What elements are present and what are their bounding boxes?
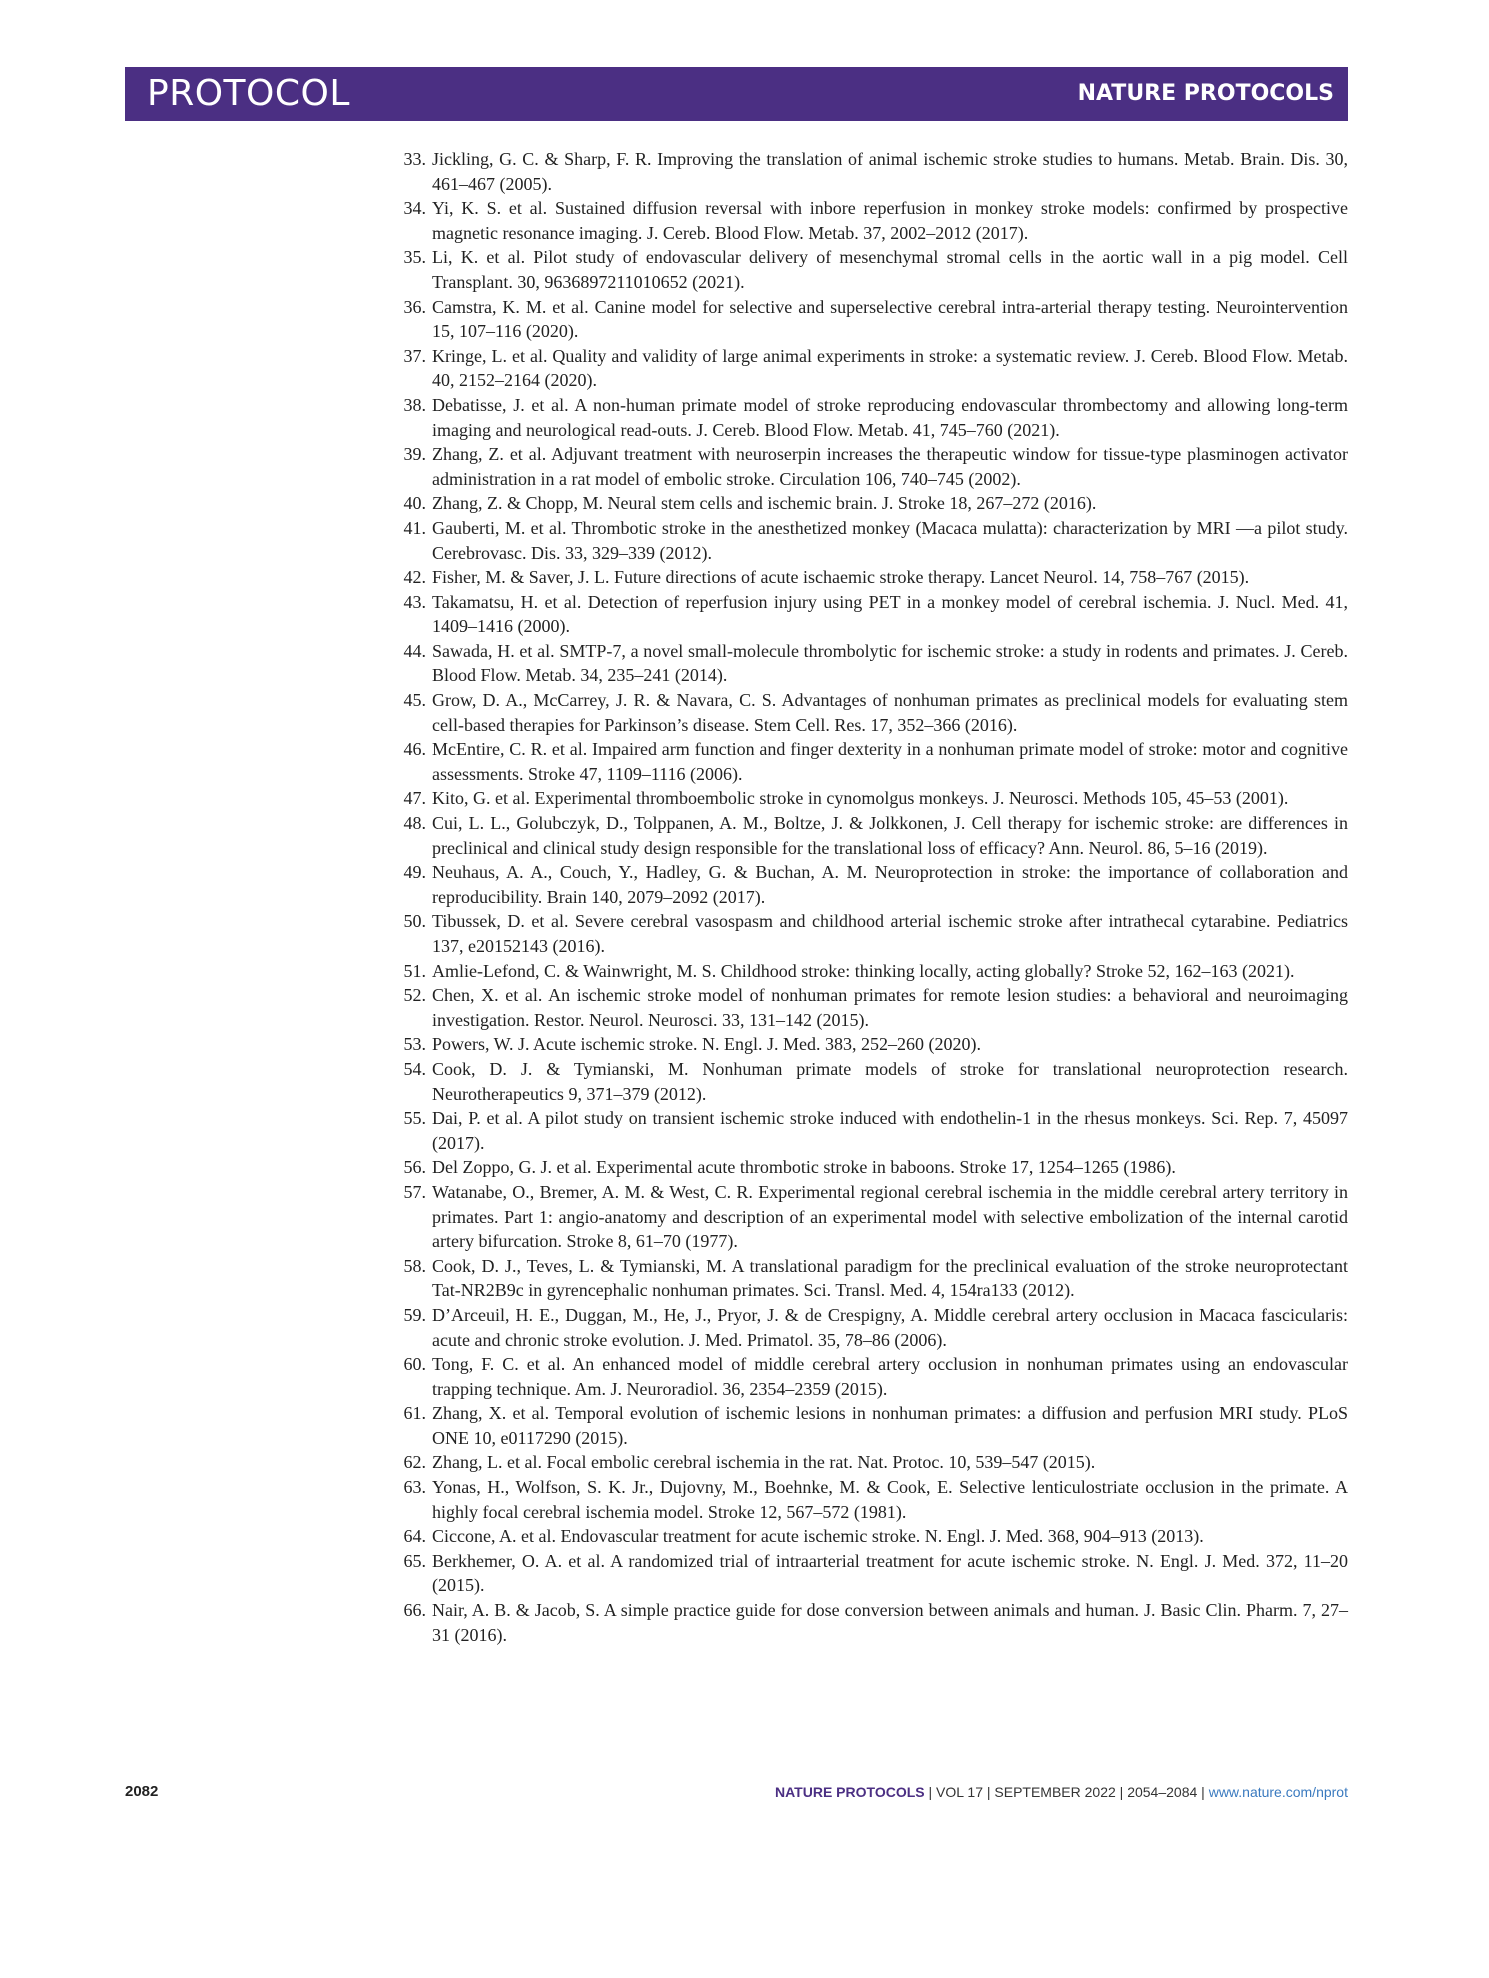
reference-text: Kringe, L. et al. Quality and validity of large animal experiments in stroke: a systematic review. J. Cereb. Blood Flow. Metab. 40, 2152–2164 (2020). xyxy=(432,345,1348,391)
reference-number: 55. xyxy=(403,1108,426,1129)
reference-item xyxy=(390,344,1348,393)
reference-text: Yonas, H., Wolfson, S. K. Jr., Dujovny, M., Boehnke, M. & Cook, E. Selective lenticulostriate occlusion in the primate. A highly focal cerebral ischemia model. Stroke 12, 567–572 (1981). xyxy=(432,1477,1348,1522)
reference-text: Jickling, G. C. & Sharp, F. R. Improving the translation of animal ischemic stroke studies to humans. Metab. Brain. Dis. 30, 461–467 (2005). xyxy=(432,149,1348,194)
reference-number: 63. xyxy=(403,1477,426,1498)
reference-item xyxy=(390,688,1348,737)
reference-number: 61. xyxy=(403,1403,426,1424)
reference-number: 40. xyxy=(403,493,426,514)
reference-text: Powers, W. J. Acute ischemic stroke. N. Engl. J. Med. 383, 252–260 (2020). xyxy=(432,1034,981,1055)
reference-text: Zhang, L. et al. Focal embolic cerebral ischemia in the rat. Nat. Protoc. 10, 539–547 (2015). xyxy=(432,1452,1096,1473)
reference-number: 49. xyxy=(403,862,426,883)
footer-journal: NATURE PROTOCOLS xyxy=(775,1784,925,1800)
reference-number: 57. xyxy=(403,1181,426,1202)
reference-text: Tibussek, D. et al. Severe cerebral vasospasm and childhood arterial ischemic stroke after intrathecal cytarabine. Pediatrics 137, e20152143 (2016). xyxy=(432,911,1348,956)
reference-item xyxy=(390,1352,1348,1401)
reference-text: Berkhemer, O. A. et al. A randomized trial of intraarterial treatment for acute ischemic stroke. N. Engl. J. Med. 372, 11–20 (2015). xyxy=(432,1550,1348,1596)
reference-text: Ciccone, A. et al. Endovascular treatment for acute ischemic stroke. N. Engl. J. Med. 368, 904–913 (2013). xyxy=(432,1526,1204,1547)
reference-text: Debatisse, J. et al. A non-human primate model of stroke reproducing endovascular thrombectomy and allowing long-term imaging and neurological read-outs. J. Cereb. Blood Flow. Metab. 41, 745–760 (2021). xyxy=(432,394,1348,440)
reference-text: Cook, D. J. & Tymianski, M. Nonhuman primate models of stroke for translational neuroprotection research. Neurotherapeutics 9, 371–379 (2012). xyxy=(432,1058,1348,1104)
reference-number: 59. xyxy=(403,1304,426,1325)
reference-number: 44. xyxy=(403,640,426,661)
reference-item xyxy=(390,1032,1348,1057)
reference-number: 65. xyxy=(403,1550,426,1571)
reference-item xyxy=(390,1254,1348,1303)
reference-text: Kito, G. et al. Experimental thromboembolic stroke in cynomolgus monkeys. J. Neurosci. Methods 105, 45–53 (2001). xyxy=(432,788,1289,809)
reference-text: D’Arceuil, H. E., Duggan, M., He, J., Pryor, J. & de Crespigny, A. Middle cerebral artery occlusion in Macaca fascicularis: acute and chronic stroke evolution. J. Med. Primatol. 35, 78–86 (2006). xyxy=(432,1304,1348,1350)
reference-text: Li, K. et al. Pilot study of endovascular delivery of mesenchymal stromal cells in the aortic wall in a pig model. Cell Transplant. 30, 9636897211010652 (2021). xyxy=(432,247,1348,292)
reference-item xyxy=(390,590,1348,639)
reference-item xyxy=(390,909,1348,958)
reference-number: 56. xyxy=(403,1157,426,1178)
reference-item xyxy=(390,983,1348,1032)
reference-number: 53. xyxy=(403,1034,426,1055)
reference-text: Zhang, X. et al. Temporal evolution of ischemic lesions in nonhuman primates: a diffusion and perfusion MRI study. PLoS ONE 10, e0117290 (2015). xyxy=(432,1403,1348,1448)
reference-number: 51. xyxy=(403,960,426,981)
reference-text: Camstra, K. M. et al. Canine model for selective and superselective cerebral intra-arterial therapy testing. Neurointervention 15, 107–116 (2020). xyxy=(432,296,1348,342)
reference-item xyxy=(390,245,1348,294)
reference-text: Chen, X. et al. An ischemic stroke model of nonhuman primates for remote lesion studies: a behavioral and neuroimaging investigation. Restor. Neurol. Neurosci. 33, 131–142 (2015). xyxy=(432,985,1348,1030)
reference-item xyxy=(390,1155,1348,1180)
reference-item xyxy=(390,639,1348,688)
reference-number: 62. xyxy=(403,1452,426,1473)
reference-number: 66. xyxy=(403,1600,426,1621)
footer-citation xyxy=(775,1784,1348,1800)
reference-text: Zhang, Z. et al. Adjuvant treatment with neuroserpin increases the therapeutic window for tissue-type plasminogen activator administration in a rat model of embolic stroke. Circulation 106, 740–745 (2002). xyxy=(432,444,1348,489)
reference-text: Del Zoppo, G. J. et al. Experimental acute thrombotic stroke in baboons. Stroke 17, 1254–1265 (1986). xyxy=(432,1157,1176,1178)
reference-item xyxy=(390,1180,1348,1254)
reference-item xyxy=(390,1450,1348,1475)
reference-number: 58. xyxy=(403,1255,426,1276)
footer-url-link[interactable]: www.nature.com/nprot xyxy=(1208,1784,1348,1800)
reference-number: 54. xyxy=(403,1058,426,1079)
reference-item xyxy=(390,491,1348,516)
reference-item xyxy=(390,1401,1348,1450)
reference-item xyxy=(390,1057,1348,1106)
reference-item xyxy=(390,959,1348,984)
reference-number: 34. xyxy=(403,198,426,219)
reference-number: 52. xyxy=(403,985,426,1006)
reference-item xyxy=(390,786,1348,811)
reference-number: 64. xyxy=(403,1526,426,1547)
reference-number: 43. xyxy=(403,591,426,612)
reference-item xyxy=(390,196,1348,245)
reference-text: Zhang, Z. & Chopp, M. Neural stem cells and ischemic brain. J. Stroke 18, 267–272 (2016). xyxy=(432,493,1097,514)
reference-item xyxy=(390,147,1348,196)
reference-item xyxy=(390,1524,1348,1549)
header-bar xyxy=(125,67,1348,121)
reference-number: 46. xyxy=(403,739,426,760)
reference-number: 37. xyxy=(403,345,426,366)
reference-number: 39. xyxy=(403,444,426,465)
reference-text: Watanabe, O., Bremer, A. M. & West, C. R. Experimental regional cerebral ischemia in the middle cerebral artery territory in primates. Part 1: angio-anatomy and description of an experimental model with selective embolization of the internal carotid artery bifurcation. Stroke 8, 61–70 (1977). xyxy=(432,1181,1348,1252)
reference-text: Fisher, M. & Saver, J. L. Future directions of acute ischaemic stroke therapy. Lancet Neurol. 14, 758–767 (2015). xyxy=(432,567,1250,588)
reference-text: Grow, D. A., McCarrey, J. R. & Navara, C. S. Advantages of nonhuman primates as preclinical models for evaluating stem cell-based therapies for Parkinson’s disease. Stem Cell. Res. 17, 352–366 (2016). xyxy=(432,690,1348,735)
reference-number: 45. xyxy=(403,690,426,711)
reference-number: 35. xyxy=(403,247,426,268)
reference-item xyxy=(390,1303,1348,1352)
page-number: 2082 xyxy=(125,1783,159,1800)
reference-number: 42. xyxy=(403,567,426,588)
reference-text: Neuhaus, A. A., Couch, Y., Hadley, G. & Buchan, A. M. Neuroprotection in stroke: the importance of collaboration and reproducibility. Brain 140, 2079–2092 (2017). xyxy=(432,862,1348,907)
reference-text: Nair, A. B. & Jacob, S. A simple practice guide for dose conversion between animals and human. J. Basic Clin. Pharm. 7, 27–31 (2016). xyxy=(432,1600,1348,1645)
reference-item xyxy=(390,295,1348,344)
reference-number: 48. xyxy=(403,813,426,834)
reference-text: Sawada, H. et al. SMTP-7, a novel small-molecule thrombolytic for ischemic stroke: a study in rodents and primates. J. Cereb. Blood Flow. Metab. 34, 235–241 (2014). xyxy=(432,640,1348,686)
reference-item xyxy=(390,1598,1348,1647)
reference-text: Tong, F. C. et al. An enhanced model of middle cerebral artery occlusion in nonhuman primates using an endovascular trapping technique. Am. J. Neuroradiol. 36, 2354–2359 (2015). xyxy=(432,1354,1348,1399)
reference-number: 36. xyxy=(403,296,426,317)
reference-text: Yi, K. S. et al. Sustained diffusion reversal with inbore reperfusion in monkey stroke models: confirmed by prospective magnetic resonance imaging. J. Cereb. Blood Flow. Metab. 37, 2002–2012 (2017). xyxy=(432,198,1348,243)
reference-text: Cui, L. L., Golubczyk, D., Tolppanen, A. M., Boltze, J. & Jolkkonen, J. Cell therapy for ischemic stroke: are differences in preclinical and clinical study design responsible for the translational loss of efficacy? Ann. Neurol. 86, 5–16 (2019). xyxy=(432,813,1348,858)
reference-item xyxy=(390,565,1348,590)
reference-item xyxy=(390,1106,1348,1155)
reference-item xyxy=(390,393,1348,442)
reference-text: Amlie-Lefond, C. & Wainwright, M. S. Childhood stroke: thinking locally, acting globally? Stroke 52, 162–163 (2021). xyxy=(432,960,1295,981)
reference-text: Cook, D. J., Teves, L. & Tymianski, M. A translational paradigm for the preclinical evaluation of the stroke neuroprotectant Tat-NR2B9c in gyrencephalic nonhuman primates. Sci. Transl. Med. 4, 154ra133 (2012). xyxy=(432,1255,1348,1301)
reference-text: Gauberti, M. et al. Thrombotic stroke in the anesthetized monkey (Macaca mulatta): characterization by MRI —a pilot study. Cerebrovasc. Dis. 33, 329–339 (2012). xyxy=(432,517,1348,563)
footer-volume-info: | VOL 17 | SEPTEMBER 2022 | 2054–2084 | xyxy=(924,1784,1209,1800)
reference-list xyxy=(390,147,1348,1647)
reference-text: Takamatsu, H. et al. Detection of reperfusion injury using PET in a monkey model of cerebral ischemia. J. Nucl. Med. 41, 1409–1416 (2000). xyxy=(432,591,1348,637)
reference-item xyxy=(390,737,1348,786)
section-label: PROTOCOL xyxy=(147,73,350,114)
reference-number: 41. xyxy=(403,517,426,538)
reference-number: 38. xyxy=(403,394,426,415)
reference-number: 60. xyxy=(403,1354,426,1375)
reference-item xyxy=(390,811,1348,860)
journal-name: NATURE PROTOCOLS xyxy=(1077,81,1334,106)
reference-item xyxy=(390,1549,1348,1598)
reference-number: 47. xyxy=(403,788,426,809)
reference-text: Dai, P. et al. A pilot study on transient ischemic stroke induced with endothelin-1 in the rhesus monkeys. Sci. Rep. 7, 45097 (2017). xyxy=(432,1108,1348,1153)
reference-text: McEntire, C. R. et al. Impaired arm function and finger dexterity in a nonhuman primate model of stroke: motor and cognitive assessments. Stroke 47, 1109–1116 (2006). xyxy=(432,739,1348,784)
reference-item xyxy=(390,516,1348,565)
reference-item xyxy=(390,442,1348,491)
reference-item xyxy=(390,860,1348,909)
reference-number: 50. xyxy=(403,911,426,932)
reference-number: 33. xyxy=(403,149,426,169)
reference-item xyxy=(390,1475,1348,1524)
